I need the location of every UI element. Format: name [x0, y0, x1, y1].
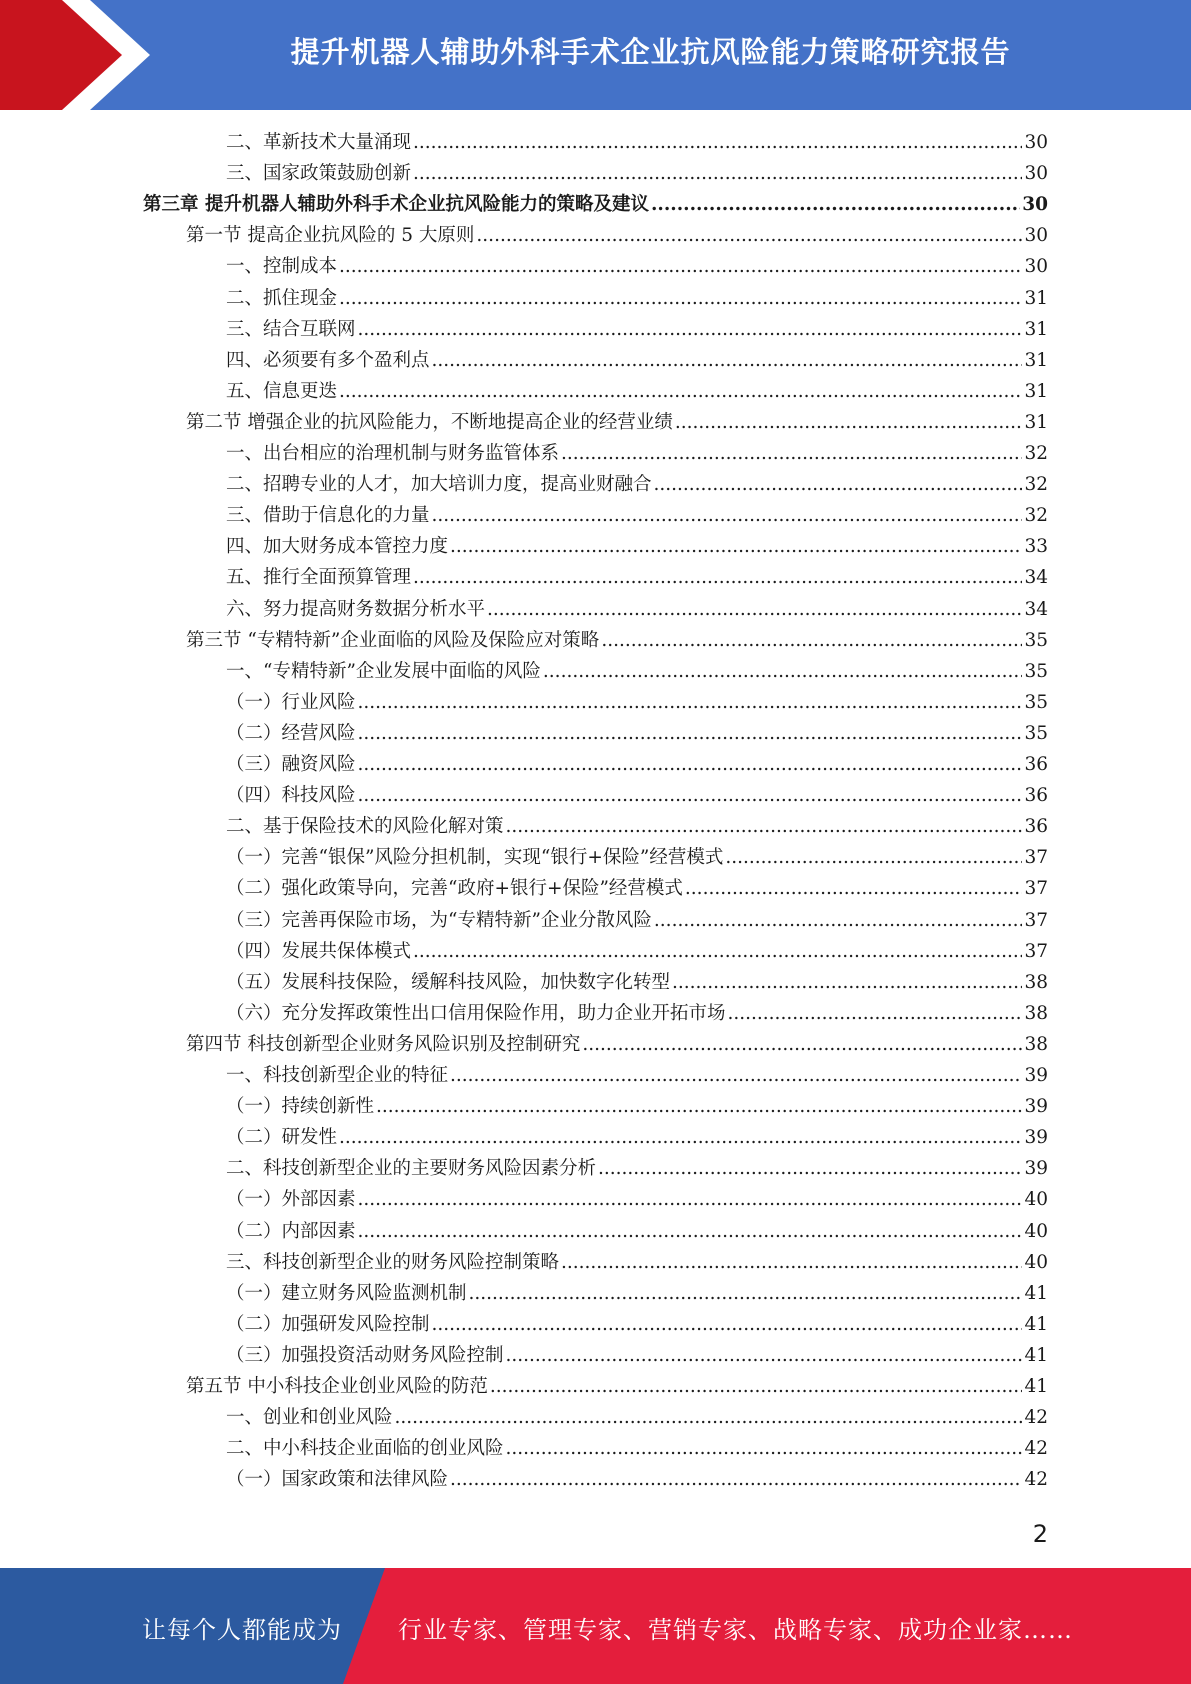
toc-leader-dots: [476, 225, 1022, 246]
toc-entry-page: 41: [1024, 1282, 1048, 1304]
toc-entry-page: 38: [1024, 1033, 1048, 1055]
toc-entry-label: 一、控制成本: [226, 256, 338, 278]
toc-entry[interactable]: [226, 1154, 1048, 1185]
toc-entry-page: 33: [1024, 536, 1048, 558]
toc-leader-dots: [685, 878, 1023, 899]
toc-leader-dots: [725, 847, 1022, 868]
toc-entry-label: 四、必须要有多个盈利点: [226, 349, 430, 371]
toc-entry-label: 二、革新技术大量涌现: [226, 132, 412, 153]
toc-entry-label: 第五节 中小科技企业创业风险的防范: [186, 1376, 488, 1397]
toc-entry-label: 一、出台相应的治理机制与财务监管体系: [226, 443, 560, 464]
toc-entry-label: 一、科技创新型企业的特征: [226, 1065, 449, 1086]
toc-entry[interactable]: [226, 439, 1048, 470]
toc-leader-dots: [651, 194, 1020, 215]
toc-entry-label: （一）持续创新性: [226, 1096, 375, 1118]
toc-entry-label: 第四节 科技创新型企业财务风险识别及控制研究: [186, 1033, 581, 1055]
toc-section-entry[interactable]: [186, 626, 1048, 657]
toc-entry-page: 41: [1024, 1344, 1048, 1366]
report-title: 提升机器人辅助外科手术企业抗风险能力策略研究报告: [290, 35, 1011, 69]
toc-leader-dots: [358, 785, 1023, 806]
toc-entry-label: （二）研发性: [226, 1127, 338, 1149]
toc-entry[interactable]: [226, 1434, 1048, 1465]
toc-entry[interactable]: [226, 1465, 1048, 1496]
toc-leader-dots: [543, 661, 1023, 682]
toc-entry-page: 30: [1022, 194, 1048, 216]
toc-entry-page: 31: [1024, 411, 1048, 433]
toc-entry-page: 30: [1024, 225, 1048, 247]
toc-section-entry[interactable]: [186, 1372, 1048, 1403]
toc-leader-dots: [654, 910, 1023, 931]
toc-entry[interactable]: [226, 1185, 1048, 1216]
toc-entry-label: 第二节 增强企业的抗风险能力，不断地提高企业的经营业绩: [186, 411, 673, 433]
toc-entry[interactable]: [226, 999, 1048, 1030]
toc-leader-dots: [598, 1158, 1022, 1179]
toc-entry[interactable]: [226, 1403, 1048, 1434]
toc-entry-label: 第一节 提高企业抗风险的 5 大原则: [186, 225, 475, 247]
toc-entry-label: 三、结合互联网: [226, 318, 356, 340]
toc-leader-dots: [432, 505, 1023, 526]
toc-entry[interactable]: [226, 1310, 1048, 1341]
footer-slogan-right: 行业专家、管理专家、营销专家、战略专家、成功企业家……: [398, 1616, 1073, 1644]
toc-entry[interactable]: [226, 1123, 1048, 1154]
toc-leader-dots: [506, 1345, 1023, 1366]
toc-entry-label: （一）国家政策和法律风险: [226, 1469, 449, 1491]
toc-entry[interactable]: [226, 906, 1048, 937]
toc-leader-dots: [358, 1189, 1023, 1210]
toc-entry-page: 42: [1024, 1438, 1048, 1460]
toc-leader-dots: [506, 816, 1023, 837]
toc-entry[interactable]: [226, 1341, 1048, 1372]
toc-entry-page: 37: [1024, 909, 1048, 931]
page-header: [0, 0, 1191, 110]
toc-entry[interactable]: [226, 968, 1048, 999]
toc-entry-label: （三）完善再保险市场，为“专精特新”企业分散风险: [226, 909, 652, 931]
toc-entry-page: 32: [1024, 474, 1048, 496]
toc-chapter-entry[interactable]: [143, 190, 1048, 221]
toc-entry-label: 六、努力提高财务数据分析水平: [226, 598, 486, 620]
toc-entry-page: 32: [1024, 505, 1048, 527]
toc-leader-dots: [339, 381, 1022, 402]
toc-entry-label: 二、招聘专业的人才，加大培训力度，提高业财融合: [226, 474, 652, 496]
toc-leader-dots: [506, 1438, 1023, 1459]
toc-entry-page: 34: [1024, 598, 1048, 620]
toc-entry-label: （五）发展科技保险，缓解科技风险，加快数字化转型: [226, 971, 671, 993]
toc-entry-label: 一、“专精特新”企业发展中面临的风险: [226, 660, 541, 682]
toc-entry[interactable]: [226, 688, 1048, 719]
toc-leader-dots: [561, 1252, 1022, 1273]
toc-entry-page: 32: [1024, 443, 1048, 464]
toc-leader-dots: [358, 692, 1023, 713]
toc-entry-page: 39: [1024, 1096, 1048, 1118]
toc-entry-page: 30: [1024, 132, 1048, 153]
toc-entry-label: 三、科技创新型企业的财务风险控制策略: [226, 1251, 560, 1273]
toc-entry-page: 39: [1024, 1065, 1048, 1086]
toc-entry-page: 38: [1024, 1002, 1048, 1024]
toc-entry[interactable]: [226, 937, 1048, 968]
toc-leader-dots: [339, 1127, 1022, 1148]
toc-entry-page: 36: [1024, 785, 1048, 807]
toc-entry-page: 42: [1024, 1469, 1048, 1491]
toc-entry-label: 第三章 提升机器人辅助外科手术企业抗风险能力的策略及建议: [143, 194, 649, 216]
toc-leader-dots: [582, 1034, 1022, 1055]
toc-entry[interactable]: [226, 781, 1048, 812]
toc-entry-label: （三）加强投资活动财务风险控制: [226, 1344, 504, 1366]
toc-leader-dots: [561, 443, 1022, 464]
toc-entry[interactable]: [226, 252, 1048, 283]
toc-entry-page: 41: [1024, 1313, 1048, 1335]
toc-leader-dots: [339, 256, 1022, 277]
toc-entry-label: （六）充分发挥政策性出口信用保险作用，助力企业开拓市场: [226, 1002, 726, 1024]
toc-entry-page: 35: [1024, 660, 1048, 682]
toc-entry-page: 40: [1024, 1189, 1048, 1211]
toc-entry-page: 37: [1024, 878, 1048, 900]
toc-entry-page: 37: [1024, 940, 1048, 962]
toc-entry-label: 二、基于保险技术的风险化解对策: [226, 816, 504, 838]
toc-leader-dots: [376, 1096, 1022, 1117]
toc-entry[interactable]: [226, 719, 1048, 750]
toc-entry[interactable]: [226, 563, 1048, 594]
toc-entry-page: 35: [1024, 691, 1048, 713]
toc-entry-page: 31: [1024, 287, 1048, 309]
toc-entry[interactable]: [226, 128, 1048, 159]
toc-leader-dots: [413, 163, 1022, 184]
toc-entry-page: 42: [1024, 1407, 1048, 1429]
page-footer: [0, 1568, 1191, 1684]
toc-section-entry[interactable]: [186, 1030, 1048, 1061]
toc-leader-dots: [450, 536, 1022, 557]
toc-section-entry[interactable]: [186, 408, 1048, 439]
toc-entry-page: 36: [1024, 816, 1048, 838]
toc-leader-dots: [675, 412, 1023, 433]
toc-leader-dots: [432, 350, 1023, 371]
toc-entry-label: （二）内部因素: [226, 1220, 356, 1242]
toc-leader-dots: [339, 288, 1022, 309]
page-number: 2: [1032, 1520, 1048, 1548]
toc-leader-dots: [395, 1407, 1023, 1428]
toc-entry[interactable]: [226, 501, 1048, 532]
toc-entry-page: 39: [1024, 1127, 1048, 1149]
toc-entry[interactable]: [226, 657, 1048, 688]
footer-slogan-left: 让每个人都能成为: [142, 1616, 342, 1644]
toc-leader-dots: [358, 1221, 1023, 1242]
toc-leader-dots: [432, 1314, 1023, 1335]
toc-entry[interactable]: [226, 315, 1048, 346]
toc-leader-dots: [413, 132, 1022, 153]
toc-leader-dots: [450, 1469, 1022, 1490]
toc-entry-label: 三、借助于信息化的力量: [226, 505, 430, 527]
toc-entry[interactable]: [226, 1279, 1048, 1310]
toc-entry-label: 一、创业和创业风险: [226, 1407, 393, 1429]
toc-entry-label: 四、加大财务成本管控力度: [226, 536, 449, 558]
toc-entry-label: 三、国家政策鼓励创新: [226, 163, 412, 185]
toc-entry[interactable]: [226, 346, 1048, 377]
toc-entry-page: 31: [1024, 380, 1048, 402]
toc-entry-page: 40: [1024, 1220, 1048, 1242]
toc-leader-dots: [469, 1283, 1023, 1304]
toc-leader-dots: [450, 1065, 1022, 1086]
toc-leader-dots: [358, 754, 1023, 775]
toc-leader-dots: [654, 474, 1023, 495]
toc-entry-page: 37: [1024, 847, 1048, 869]
toc-leader-dots: [487, 599, 1022, 620]
toc-entry[interactable]: [226, 1092, 1048, 1123]
toc-entry-label: （四）发展共保体模式: [226, 940, 412, 962]
toc-entry-page: 40: [1024, 1251, 1048, 1273]
toc-entry-page: 36: [1024, 754, 1048, 775]
toc-entry-page: 30: [1024, 163, 1048, 185]
toc-entry[interactable]: [226, 284, 1048, 315]
toc-entry-label: （三）融资风险: [226, 754, 356, 775]
toc-entry-label: （一）建立财务风险监测机制: [226, 1282, 467, 1304]
toc-entry-page: 35: [1024, 722, 1048, 744]
toc-leader-dots: [413, 941, 1022, 962]
toc-entry-label: 五、信息更迭: [226, 380, 338, 402]
toc-entry-label: 二、中小科技企业面临的创业风险: [226, 1438, 504, 1460]
toc-entry[interactable]: [226, 595, 1048, 626]
toc-leader-dots: [413, 567, 1022, 588]
toc-entry[interactable]: [226, 843, 1048, 874]
toc-entry[interactable]: [226, 377, 1048, 408]
toc-entry-label: （一）行业风险: [226, 691, 356, 713]
toc-entry-label: 第三节 “专精特新”企业面临的风险及保险应对策略: [186, 629, 600, 651]
toc-leader-dots: [490, 1376, 1023, 1397]
toc-leader-dots: [672, 972, 1022, 993]
toc-entry[interactable]: [226, 1217, 1048, 1248]
toc-entry[interactable]: [226, 1061, 1048, 1092]
toc-section-entry[interactable]: [186, 221, 1048, 252]
toc-entry-label: （一）完善“银保”风险分担机制，实现“银行+保险”经营模式: [226, 847, 724, 869]
toc-entry[interactable]: [226, 874, 1048, 905]
toc-entry-label: 五、推行全面预算管理: [226, 567, 412, 589]
toc-entry[interactable]: [226, 1248, 1048, 1279]
toc-entry-label: 二、抓住现金: [226, 287, 338, 309]
toc-leader-dots: [601, 630, 1022, 651]
toc-entry-page: 39: [1024, 1158, 1048, 1180]
toc-entry[interactable]: [226, 470, 1048, 501]
toc-entry-page: 30: [1024, 256, 1048, 278]
toc-entry-page: 34: [1024, 567, 1048, 589]
toc-entry[interactable]: [226, 532, 1048, 563]
toc-entry[interactable]: [226, 159, 1048, 190]
toc-entry-label: （四）科技风险: [226, 785, 356, 807]
toc-entry-label: （二）加强研发风险控制: [226, 1313, 430, 1335]
toc-entry-page: 31: [1024, 349, 1048, 371]
toc-entry-page: 41: [1024, 1376, 1048, 1397]
toc-leader-dots: [358, 723, 1023, 744]
toc-entry[interactable]: [226, 812, 1048, 843]
toc-entry-page: 35: [1024, 629, 1048, 651]
toc-entry-label: （二）强化政策导向，完善“政府+银行+保险”经营模式: [226, 878, 683, 900]
toc-entry[interactable]: [226, 750, 1048, 781]
toc-entry-page: 38: [1024, 971, 1048, 993]
toc-entry-label: （二）经营风险: [226, 722, 356, 744]
toc-entry-page: 31: [1024, 318, 1048, 340]
toc-entry-label: （一）外部因素: [226, 1189, 356, 1211]
toc-entry-label: 二、科技创新型企业的主要财务风险因素分析: [226, 1158, 597, 1180]
toc-leader-dots: [358, 319, 1023, 340]
toc-leader-dots: [728, 1003, 1023, 1024]
